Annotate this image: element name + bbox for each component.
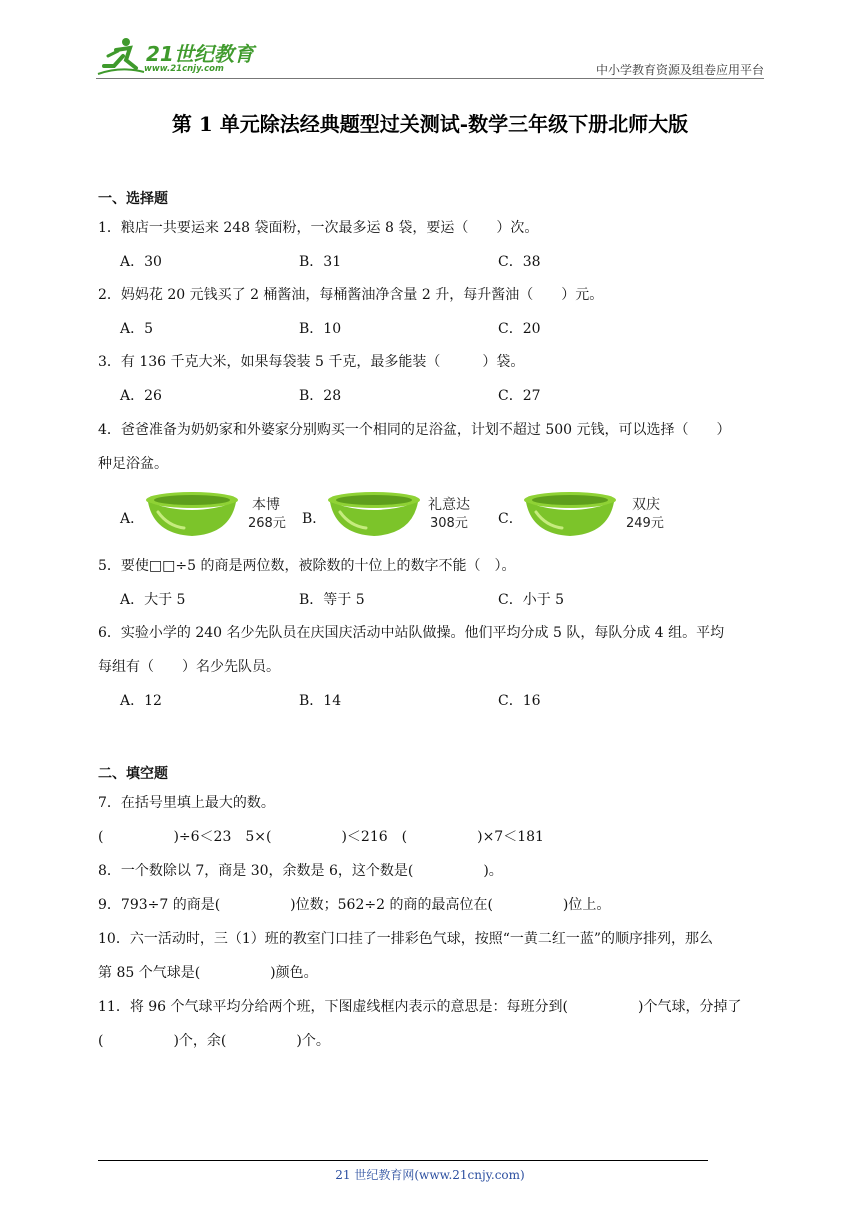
question-6-line-1: 6．实验小学的 240 名少先队员在庆国庆活动中站队做操。他们平均分成 5 队，每队分成 4 组。平均 [98,625,725,641]
q6-option-c: C．16 [498,693,541,709]
question-7-blanks: ( )÷6＜23 5×( )＜216 ( )×7＜181 [98,829,544,845]
q2-option-a: A．5 [120,321,154,337]
logo [96,34,266,80]
question-11-line-1: 11．将 96 个气球平均分给两个班，下图虚线框内表示的意思是：每班分到( )个气球，分掉了 [98,999,742,1015]
footer-text: 21 世纪教育网(www.21cnjy.com) [335,1168,525,1182]
q1-option-a: A．30 [120,254,162,270]
question-6-line-2: 每组有（ ）名少先队员。 [98,659,280,675]
question-7: 7．在括号里填上最大的数。 [98,795,275,811]
q6-option-a: A．12 [120,693,162,709]
basin-icon [522,490,618,540]
q4-option-a [120,490,300,540]
q5-option-c: C．小于 5 [498,592,565,608]
q3-option-b: B．28 [299,388,342,404]
q4-option-c [498,490,678,540]
q5-option-b: B．等于 5 [299,592,365,608]
q4-option-b-brand: 礼意达 [428,497,470,513]
q4-option-a-letter: A． [120,511,145,527]
question-4-line-2: 种足浴盆。 [98,456,168,472]
logo-text: 21世纪教育 [146,42,254,66]
q4-option-c-price: 249元 [626,516,664,531]
q2-option-c: C．20 [498,321,541,337]
question-3: 3．有 136 千克大米，如果每袋装 5 千克，最多能装（ ）袋。 [98,354,525,370]
page-header [96,34,764,80]
basin-icon [144,490,240,540]
q3-option-a: A．26 [120,388,162,404]
question-4-line-1: 4．爸爸准备为奶奶家和外婆家分别购买一个相同的足浴盆，计划不超过 500 元钱，可以选择（ ） [98,422,731,438]
question-1: 1．粮店一共要运来 248 袋面粉，一次最多运 8 袋，要运（ ）次。 [98,220,539,236]
q4-option-b [302,490,482,540]
platform-name: 中小学教育资源及组卷应用平台 [595,63,764,77]
footer-divider [98,1160,708,1161]
page-title: 第 1 单元除法经典题型过关测试-数学三年级下册北师大版 [171,112,689,136]
q4-option-c-letter: C． [498,511,523,527]
section-heading-choice: 一、选择题 [98,191,168,207]
question-11-line-2: ( )个，余( )个。 [98,1033,330,1049]
question-9: 9．793÷7 的商是( )位数；562÷2 的商的最高位在( )位上。 [98,897,611,913]
q4-option-b-price: 308元 [430,516,468,531]
question-10-line-1: 10．六一活动时，三（1）班的教室门口挂了一排彩色气球，按照“一黄二红一蓝”的顺序排列，那么 [98,931,714,947]
q2-option-b: B．10 [299,321,342,337]
basin-icon [326,490,422,540]
q6-option-b: B．14 [299,693,342,709]
question-10-line-2: 第 85 个气球是( )颜色。 [98,965,318,981]
q4-option-c-brand: 双庆 [632,497,660,513]
runner-logo-icon [96,36,146,78]
question-2: 2．妈妈花 20 元钱买了 2 桶酱油，每桶酱油净含量 2 升，每升酱油（ ）元。 [98,287,604,303]
section-heading-fill: 二、填空题 [98,766,168,782]
logo-url: www.21cnjy.com [144,64,224,74]
q1-option-b: B．31 [299,254,342,270]
header-divider [96,78,764,79]
q4-option-a-brand: 本博 [252,497,280,513]
q4-option-b-letter: B． [302,511,327,527]
question-8: 8．一个数除以 7，商是 30，余数是 6，这个数是( )。 [98,863,503,879]
q5-option-a: A．大于 5 [120,592,186,608]
q1-option-c: C．38 [498,254,541,270]
q4-option-a-price: 268元 [248,516,286,531]
q3-option-c: C．27 [498,388,541,404]
question-5: 5．要使□□÷5 的商是两位数，被除数的十位上的数字不能（ ）。 [98,558,516,574]
